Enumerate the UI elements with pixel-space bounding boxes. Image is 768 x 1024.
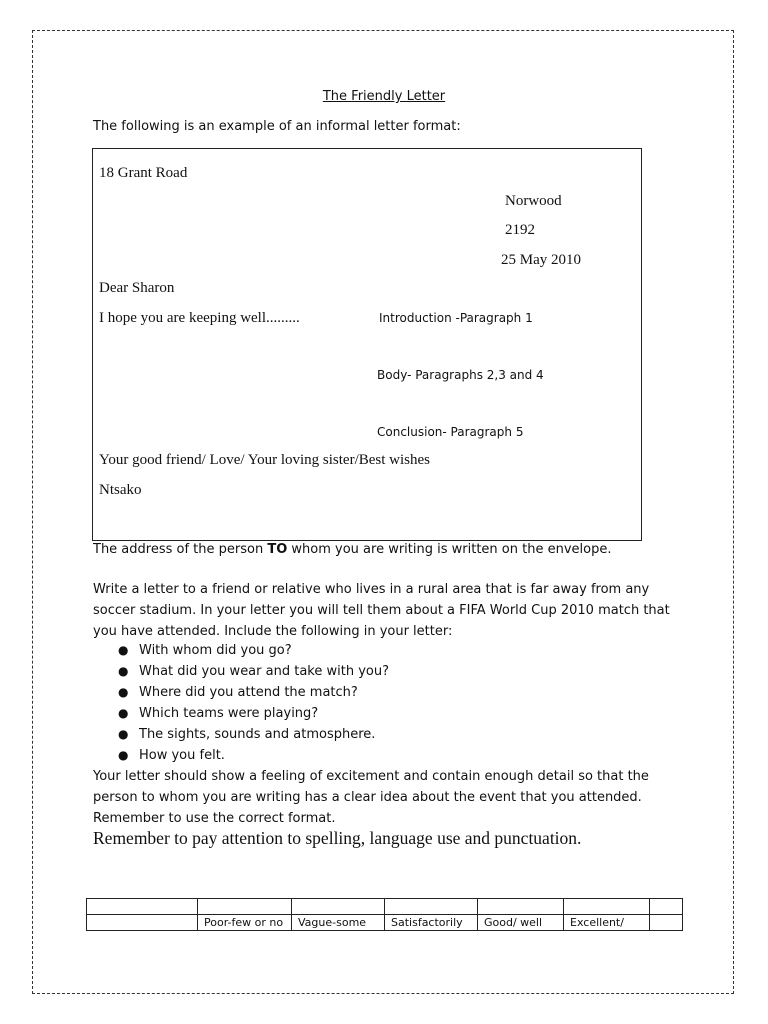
rubric-table — [86, 898, 683, 931]
table-cell — [292, 899, 385, 915]
rubric-level-poor: Poor-few or no — [198, 915, 292, 931]
table-row — [87, 899, 683, 915]
table-cell — [650, 915, 683, 931]
bullet-icon: ● — [118, 706, 129, 720]
rubric-level-excellent: Excellent/ — [564, 915, 650, 931]
letter-opening-line: I hope you are keeping well......... — [99, 310, 300, 326]
note-body: Body- Paragraphs 2,3 and 4 — [377, 368, 544, 382]
envelope-note-before: The address of the person — [93, 542, 268, 557]
note-conclusion: Conclusion- Paragraph 5 — [377, 425, 524, 439]
letter-signoff: Your good friend/ Love/ Your loving sister/Best wishes — [99, 452, 430, 468]
list-item — [118, 724, 389, 745]
table-cell — [87, 915, 198, 931]
rubric-level-good: Good/ well — [478, 915, 564, 931]
letter-date: 25 May 2010 — [501, 252, 581, 268]
table-cell — [564, 899, 650, 915]
list-item — [118, 661, 389, 682]
bullet-text: Which teams were playing? — [139, 706, 319, 721]
list-item — [118, 745, 389, 766]
closing-reminder: Remember to pay attention to spelling, language use and punctuation. — [93, 828, 582, 848]
envelope-note-bold: TO — [267, 542, 288, 557]
table-cell — [198, 899, 292, 915]
table-cell — [87, 899, 198, 915]
table-row — [87, 915, 683, 931]
bullet-icon: ● — [118, 685, 129, 699]
bullet-icon: ● — [118, 748, 129, 762]
task-paragraph: Write a letter to a friend or relative who lives in a rural area that is far away from any soccer stadium. In your letter you will tell them about a FIFA World Cup 2010 match that you have attended. Include the following in your letter: — [93, 582, 670, 639]
address-code: 2192 — [505, 222, 535, 238]
bullet-text: Where did you attend the match? — [139, 685, 358, 700]
list-item — [118, 640, 389, 661]
letter-signature: Ntsako — [99, 482, 142, 498]
bullet-text: How you felt. — [139, 748, 225, 763]
bullet-icon: ● — [118, 727, 129, 741]
table-cell — [385, 899, 478, 915]
bullet-icon: ● — [118, 664, 129, 678]
bullet-list — [118, 640, 389, 766]
page-title: The Friendly Letter — [322, 89, 446, 104]
note-introduction: Introduction -Paragraph 1 — [379, 311, 533, 325]
list-item — [118, 703, 389, 724]
address-street: 18 Grant Road — [99, 165, 188, 181]
list-item — [118, 682, 389, 703]
bullet-text: With whom did you go? — [139, 643, 292, 658]
bullet-text: What did you wear and take with you? — [139, 664, 389, 679]
table-cell — [650, 899, 683, 915]
rubric-level-vague: Vague-some — [292, 915, 385, 931]
intro-text: The following is an example of an informal letter format: — [93, 119, 461, 134]
address-suburb: Norwood — [505, 193, 562, 209]
rubric-level-satisfactory: Satisfactorily — [385, 915, 478, 931]
envelope-note — [93, 542, 611, 557]
letter-greeting: Dear Sharon — [99, 280, 175, 296]
bullet-text: The sights, sounds and atmosphere. — [139, 727, 376, 742]
table-cell — [478, 899, 564, 915]
envelope-note-after: whom you are writing is written on the envelope. — [287, 542, 612, 557]
detail-paragraph: Your letter should show a feeling of excitement and contain enough detail so that the person to whom you are writing has a clear idea about the event that you attended. Remember to use the correct format. — [93, 769, 649, 826]
bullet-icon: ● — [118, 643, 129, 657]
